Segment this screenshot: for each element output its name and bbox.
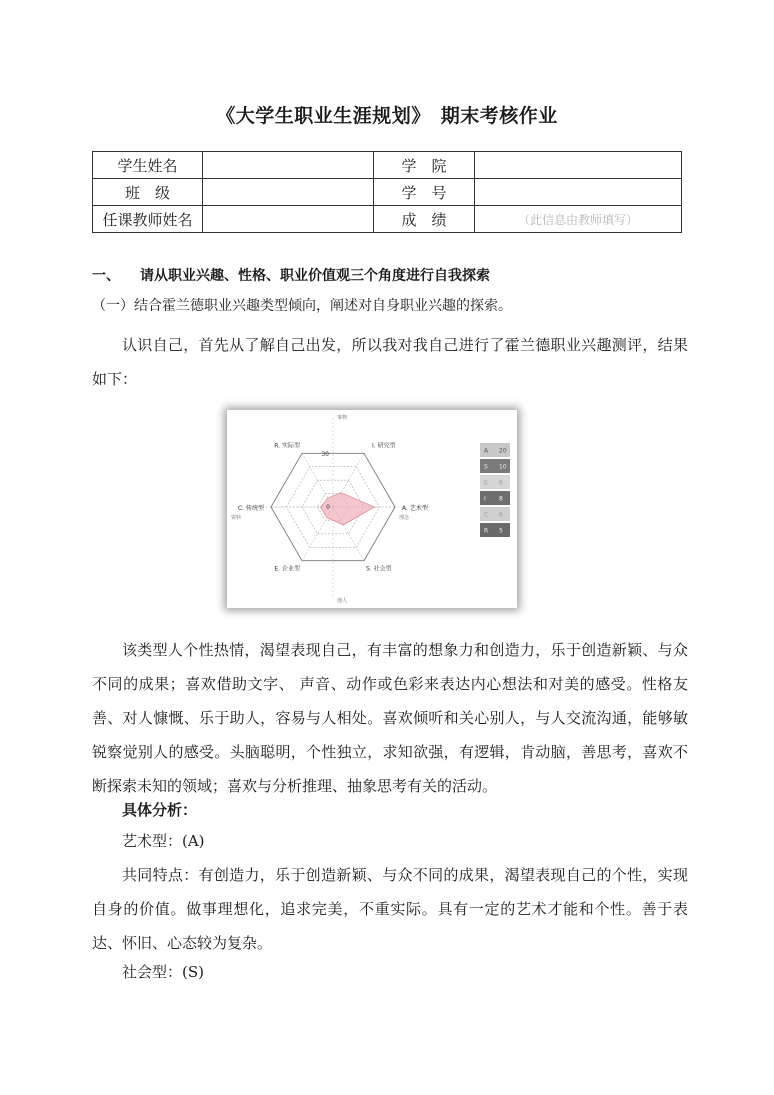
social-type-label: 社会型：(S) — [122, 963, 204, 981]
axis-label: R. 实际型 — [274, 442, 300, 450]
info-table — [92, 151, 682, 233]
subsection-heading: （一）结合霍兰德职业兴趣类型倾向，阐述对自身职业兴趣的探索。 — [92, 298, 512, 314]
art-type-paragraph: 共同特点：有创造力，乐于创造新颖、与众不同的成果，渴望表现自己的个性，实现自身的价值。做事理想化，追求完美，不重实际。具有一定的艺术才能和个性。善于表达、怀旧、心态较为复杂。 — [92, 866, 688, 952]
legend-code: C — [484, 511, 489, 519]
college-value[interactable] — [475, 152, 682, 179]
axis-label: S. 社会型 — [366, 565, 392, 573]
outer-label-bottom: 他人 — [337, 598, 348, 604]
student-name-value[interactable] — [203, 152, 374, 179]
outer-label-top: 事物 — [337, 415, 348, 421]
axis-label: A. 艺术型 — [402, 505, 428, 512]
legend-score: 6 — [499, 479, 503, 487]
student-id-value[interactable] — [475, 179, 682, 206]
section-number: 一、 — [92, 268, 120, 284]
art-type-label: 艺术型：(A) — [122, 832, 205, 850]
legend-score: 20 — [499, 447, 507, 455]
legend-score: 5 — [499, 527, 503, 535]
grade-note: （此信息由教师填写） — [475, 206, 682, 233]
outer-label-left: 资料 — [231, 515, 242, 521]
section-heading — [92, 265, 490, 287]
legend-score: 10 — [499, 463, 507, 471]
outer-label-right: 理念 — [399, 515, 410, 521]
teacher-label: 任课教师姓名 — [93, 206, 203, 233]
page-title: 《大学生职业生涯规划》 期末考核作业 — [216, 105, 558, 127]
student-id-label: 学 号 — [374, 179, 475, 206]
scale-label-top: 30 — [321, 451, 329, 458]
grade-label: 成 绩 — [374, 206, 475, 233]
class-value[interactable] — [203, 179, 374, 206]
legend-code: A — [484, 447, 489, 455]
legend-score: 8 — [499, 495, 503, 503]
analysis-heading: 具体分析： — [122, 801, 198, 819]
section-title: 请从职业兴趣、性格、职业价值观三个角度进行自我探索 — [140, 268, 490, 284]
class-label: 班 级 — [93, 179, 203, 206]
intro-paragraph: 认识自己，首先从了解自己出发，所以我对我自己进行了霍兰德职业兴趣测评，结果如下： — [92, 336, 688, 388]
legend-code: I — [484, 495, 486, 503]
college-label: 学 院 — [374, 152, 475, 179]
table-row — [93, 179, 682, 206]
student-name-label: 学生姓名 — [93, 152, 203, 179]
radar-chart — [227, 410, 517, 608]
axis-label: C. 传统型 — [237, 505, 264, 512]
legend-code: R — [484, 527, 489, 535]
radar-chart-figure — [227, 410, 517, 608]
scale-label-zero: 0 — [326, 504, 330, 511]
type-description-paragraph: 该类型人个性热情，渴望表现自己，有丰富的想象力和创造力，乐于创造新颖、与众不同的成果；喜欢借助文字、 声音、动作或色彩来表达内心想法和对美的感受。性格友善、对人慷慨、乐于助人，容易与人相处。喜欢倾听和关心别人，与人交流沟通，能够敏锐察觉别人的感受。头脑聪明，个性独立，求知欲强，有逻辑，肯动脑，善思考，喜欢不断探索未知的领域；喜欢与分析推理、抽象思考有关的活动。 — [92, 641, 688, 795]
table-row — [93, 206, 682, 233]
table-row — [93, 152, 682, 179]
axis-label: I. 研究型 — [372, 442, 396, 450]
legend-code: S — [484, 463, 488, 471]
teacher-value[interactable] — [203, 206, 374, 233]
legend-code: E — [484, 479, 488, 487]
legend-score: 6 — [499, 511, 503, 519]
axis-label: E. 企业型 — [274, 565, 300, 573]
